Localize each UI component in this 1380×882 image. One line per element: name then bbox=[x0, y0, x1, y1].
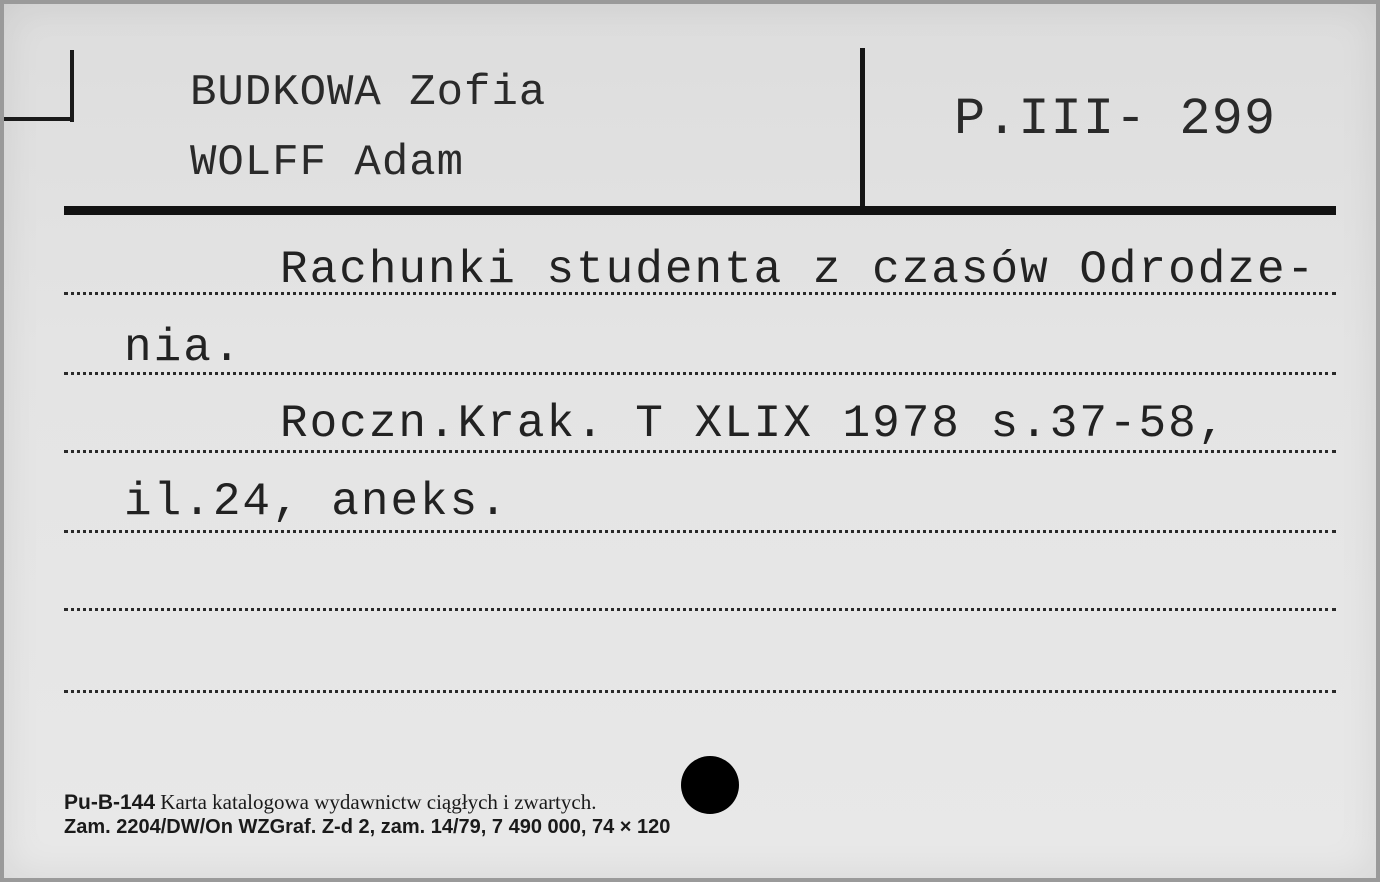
header-rule bbox=[64, 206, 1336, 215]
footer-line-1 bbox=[64, 790, 596, 815]
form-code: Pu-B-144 bbox=[64, 791, 156, 814]
title-line-2: nia. bbox=[124, 322, 243, 374]
ruled-line bbox=[64, 608, 1336, 611]
call-number: P.III- 299 bbox=[954, 90, 1277, 149]
author-1: BUDKOWA Zofia bbox=[190, 68, 547, 118]
source-line-1: Roczn.Krak. T XLIX 1978 s.37-58, bbox=[280, 398, 1228, 450]
catalog-card bbox=[4, 4, 1376, 878]
ruled-line bbox=[64, 690, 1336, 693]
ruled-line bbox=[64, 372, 1336, 375]
ruled-line bbox=[64, 530, 1336, 533]
author-2: WOLFF Adam bbox=[190, 138, 465, 188]
ruled-line bbox=[64, 292, 1336, 295]
title-line-1: Rachunki studenta z czasów Odrodze- bbox=[280, 244, 1317, 296]
form-title: Karta katalogowa wydawnictw ciągłych i zwartych. bbox=[160, 790, 597, 814]
ruled-line bbox=[64, 450, 1336, 453]
header-divider bbox=[860, 48, 865, 208]
footer-line-2: Zam. 2204/DW/On WZGraf. Z-d 2, zam. 14/79, 7 490 000, 74 × 120 bbox=[64, 816, 671, 838]
punch-hole bbox=[681, 756, 739, 814]
source-line-2: il.24, aneks. bbox=[124, 476, 509, 528]
